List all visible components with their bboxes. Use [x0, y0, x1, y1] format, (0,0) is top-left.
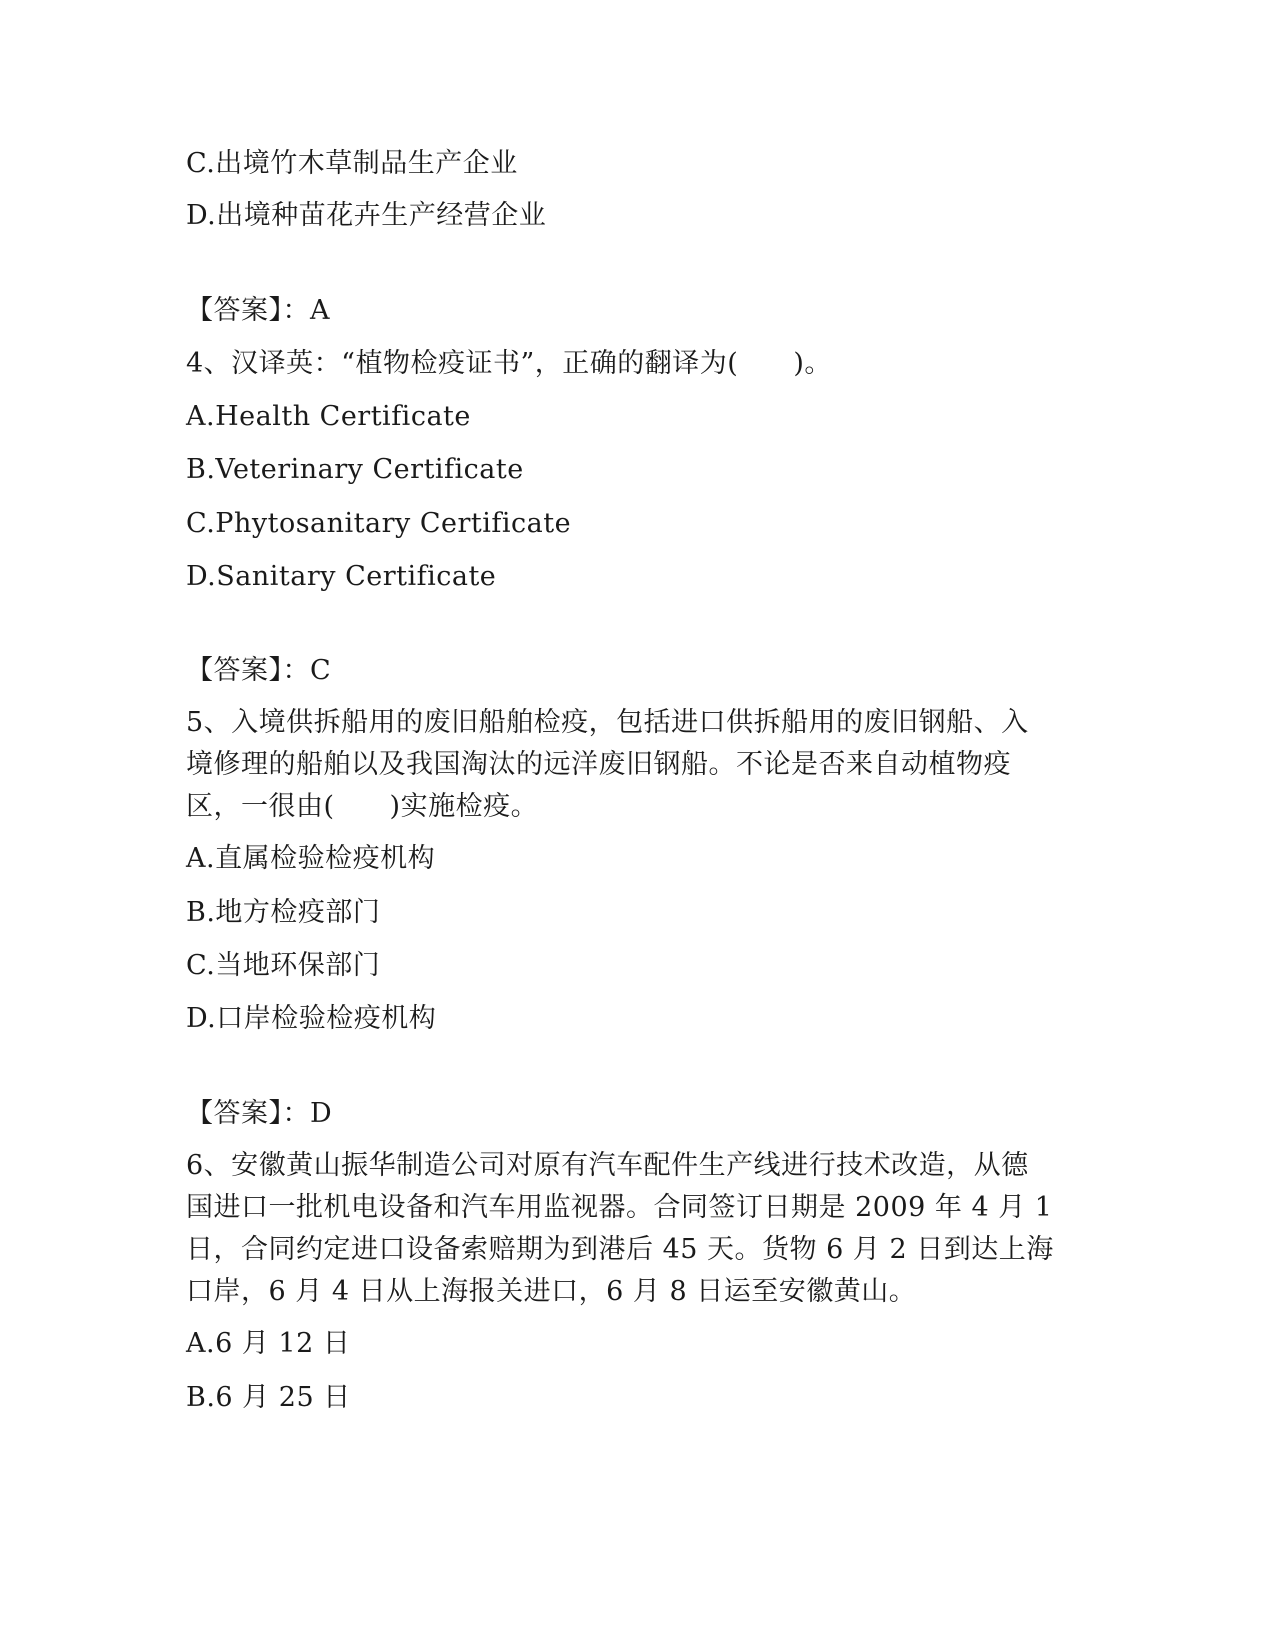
q5-option-b: B.地方检疫部门: [186, 897, 381, 928]
q5-option-c: C.当地环保部门: [186, 950, 381, 981]
q5-stem-line-1: 5、入境供拆船用的废旧船舶检疫，包括进口供拆船用的废旧钢船、入: [186, 707, 1029, 738]
q5-option-d: D.口岸检验检疫机构: [186, 1003, 437, 1034]
q6-option-a: A.6 月 12 日: [186, 1328, 351, 1359]
q6-stem-line-1: 6、安徽黄山振华制造公司对原有汽车配件生产线进行技术改造，从德: [186, 1150, 1029, 1181]
q5-stem-line-2: 境修理的船舶以及我国淘汰的远洋废旧钢船。不论是否来自动植物疫: [186, 749, 1011, 780]
q4-answer: 【答案】：C: [186, 655, 332, 686]
q3-option-c: C.出境竹木草制品生产企业: [186, 148, 518, 179]
q5-option-a: A.直属检验检疫机构: [186, 843, 436, 874]
q5-answer: 【答案】：D: [186, 1098, 333, 1129]
q6-stem-line-3: 日，合同约定进口设备索赔期为到港后 45 天。货物 6 月 2 日到达上海: [186, 1234, 1054, 1265]
q6-stem-line-2: 国进口一批机电设备和汽车用监视器。合同签订日期是 2009 年 4 月 1: [186, 1192, 1053, 1223]
q6-option-b: B.6 月 25 日: [186, 1382, 351, 1413]
q4-option-a: A.Health Certificate: [186, 401, 471, 432]
q4-stem: 4、汉译英：“植物检疫证书”，正确的翻译为( )。: [186, 348, 832, 379]
q3-answer: 【答案】：A: [186, 295, 330, 326]
q6-stem-line-4: 口岸，6 月 4 日从上海报关进口，6 月 8 日运至安徽黄山。: [186, 1276, 917, 1307]
q5-stem-line-3: 区，一很由( )实施检疫。: [186, 791, 539, 822]
q4-option-c: C.Phytosanitary Certificate: [186, 508, 572, 539]
q3-option-d: D.出境种苗花卉生产经营企业: [186, 200, 547, 231]
q4-option-d: D.Sanitary Certificate: [186, 561, 497, 592]
q4-option-b: B.Veterinary Certificate: [186, 454, 524, 485]
